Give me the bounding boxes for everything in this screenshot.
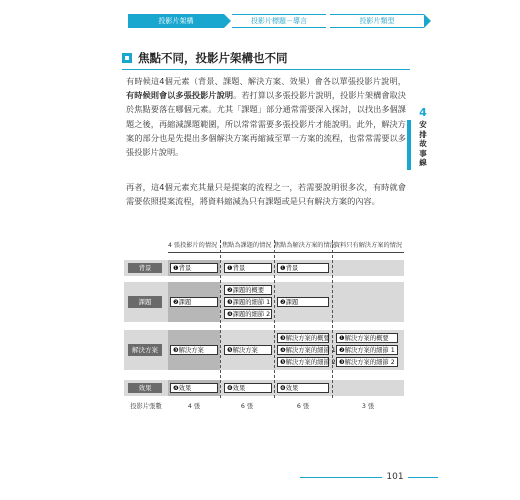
slide-item: ❹效果 [170, 383, 218, 393]
column-separator [274, 240, 275, 398]
column-header: 焦點為解決方案的情況 [274, 242, 336, 249]
paragraph-bold-text: 有時候則會以多張投影片說明 [126, 90, 234, 101]
chapter-number: 4 [419, 106, 427, 119]
slide-item: ❻效果 [277, 383, 329, 393]
slide-item: ❷課題 [277, 297, 329, 307]
slide-count: 6 張 [296, 403, 310, 410]
slide-item: ❶背景 [277, 263, 329, 273]
paragraph-text: 再者，這4個元素充其量只是提案的流程之一，若需要說明很多次，有時就會需要依照提案流程，將資料縮減為只有課題或是只有解決方案的內容。 [126, 182, 406, 207]
slide-item: ❸解決方案 [170, 345, 218, 355]
tab-slide-structure: 投影片架構 [128, 14, 224, 28]
slide-count: 3 張 [361, 403, 375, 410]
heading-underline [122, 69, 410, 70]
row-label-issue: 課題 [128, 296, 162, 308]
slide-structure-table [124, 240, 404, 410]
body-paragraph-2 [126, 180, 406, 208]
section-title: 焦點不同，投影片架構也不同 [138, 51, 288, 65]
slide-item: ❹解決方案的細節 1 [277, 345, 329, 355]
paragraph-text: 有時候這4個元素（背景、課題、解決方案、效果）會各以單張投影片說明， [126, 76, 406, 86]
chapter-side-tab [414, 106, 432, 168]
body-paragraph-1 [126, 74, 406, 159]
column-header: 焦點為課題的情況 [222, 242, 272, 249]
slide-item: ❶背景 [224, 263, 272, 273]
slide-item: ❷課題 [170, 297, 218, 307]
slide-count-label: 投影片張數 [130, 403, 162, 410]
square-bullet-icon [122, 53, 132, 63]
slide-item: ❸課題的細節 1 [224, 297, 272, 307]
footer-rule [300, 477, 382, 478]
header-divider [168, 252, 404, 253]
column-header: 資料只有解決方案的情況 [334, 242, 403, 249]
row-label-background: 背景 [128, 263, 162, 273]
slide-item: ❶背景 [170, 263, 218, 273]
tab-slide-title-intro: 投影片標題－導言 [232, 14, 326, 28]
paragraph-text: 。若打算以多張投影片說明，投影片架構會取決於焦點要落在哪個元素。尤其「課題」部分通常需要深入探討，以找出多個課題之後，再縮減課題範圍，所以常常需要多張投影片才能說明。此外，解決方案的部分也是先提出多個解決方案再縮減至單一方案的流程，也常常需要以多張投影片說明。 [126, 90, 406, 158]
tab-arrow-icon [424, 14, 431, 28]
slide-item: ❸解決方案的細節 2 [336, 357, 398, 367]
row-label-solution: 解決方案 [128, 344, 162, 356]
chapter-title: 安排故事線 [419, 120, 427, 167]
slide-item: ❶解決方案的概要 [336, 333, 398, 343]
footer-rule [408, 477, 438, 478]
slide-count: 4 張 [187, 403, 201, 410]
chapter-marker-bar [407, 120, 411, 170]
tab-slide-types: 投影片類型 [330, 14, 424, 28]
slide-item: ❸解決方案的概要 [277, 333, 329, 343]
slide-item: ❺解決方案的細節 2 [277, 357, 329, 367]
slide-count: 6 張 [240, 403, 254, 410]
column-header: 4 張投影片的情況 [168, 242, 218, 249]
page-number: 101 [382, 470, 408, 484]
column-separator [332, 240, 333, 398]
chapter-tabs [128, 14, 432, 28]
row-label-effect: 效果 [128, 383, 162, 393]
slide-item: ❻效果 [224, 383, 272, 393]
slide-item: ❺解決方案 [224, 345, 272, 355]
slide-item: ❷解決方案的細節 1 [336, 345, 398, 355]
tab-arrow-icon [224, 14, 231, 28]
slide-item: ❹課題的細節 2 [224, 309, 272, 319]
column-separator [220, 240, 221, 398]
slide-item: ❷課題的概要 [224, 285, 272, 295]
